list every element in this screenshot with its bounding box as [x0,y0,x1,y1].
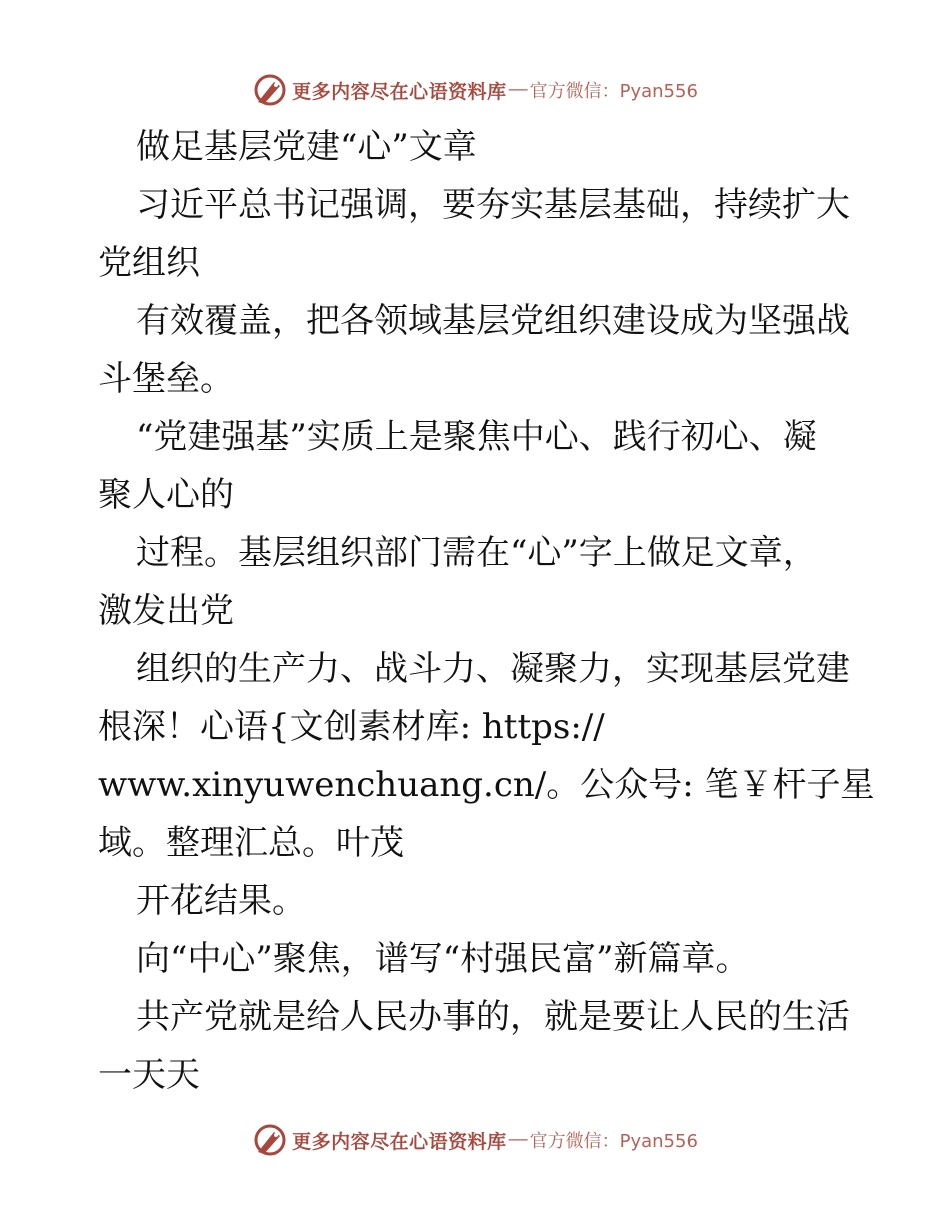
text-line: 做足基层党建“心”文章 [136,127,477,167]
document-body [98,118,875,1104]
text-line: 激发出党 [98,591,234,631]
text-line: 域。整理汇总。叶茂 [98,823,404,863]
banner-dash: — [508,79,528,100]
text-line: 开花结果。 [136,881,306,921]
fountain-pen-logo-icon [252,72,288,108]
banner-main-text: 更多内容尽在心语资料库 [292,80,507,103]
fountain-pen-logo-icon [252,1122,288,1158]
text-line: 党组织 [98,243,200,283]
text-line: 习近平总书记强调，要夯实基层基础，持续扩大 [136,185,850,225]
text-line: 过程。基层组织部门需在“心”字上做足文章， [136,533,817,573]
text-line: www.xinyuwenchuang.cn/。公众号: 笔￥杆子星 [98,765,875,805]
banner-dash: — [508,1129,528,1150]
banner-wechat-text: 官方微信：Pyan556 [529,1131,698,1152]
text-line: 聚人心的 [98,475,234,515]
text-line: 斗堡垒。 [98,359,234,399]
header-banner [0,70,950,110]
footer-banner [0,1120,950,1160]
text-line: 共产党就是给人民办事的，就是要让人民的生活 [136,997,850,1037]
text-line: 组织的生产力、战斗力、凝聚力，实现基层党建 [136,649,850,689]
banner-main-text: 更多内容尽在心语资料库 [292,1130,507,1153]
text-line: 根深！心语{文创素材库: https:// [98,707,605,747]
text-line: 有效覆盖，把各领域基层党组织建设成为坚强战 [136,301,850,341]
text-line: 向“中心”聚焦，谱写“村强民富”新篇章。 [136,939,750,979]
text-line: 一天天 [98,1055,200,1095]
text-line: “党建强基”实质上是聚焦中心、践行初心、凝 [136,417,817,457]
banner-wechat-text: 官方微信：Pyan556 [529,81,698,102]
